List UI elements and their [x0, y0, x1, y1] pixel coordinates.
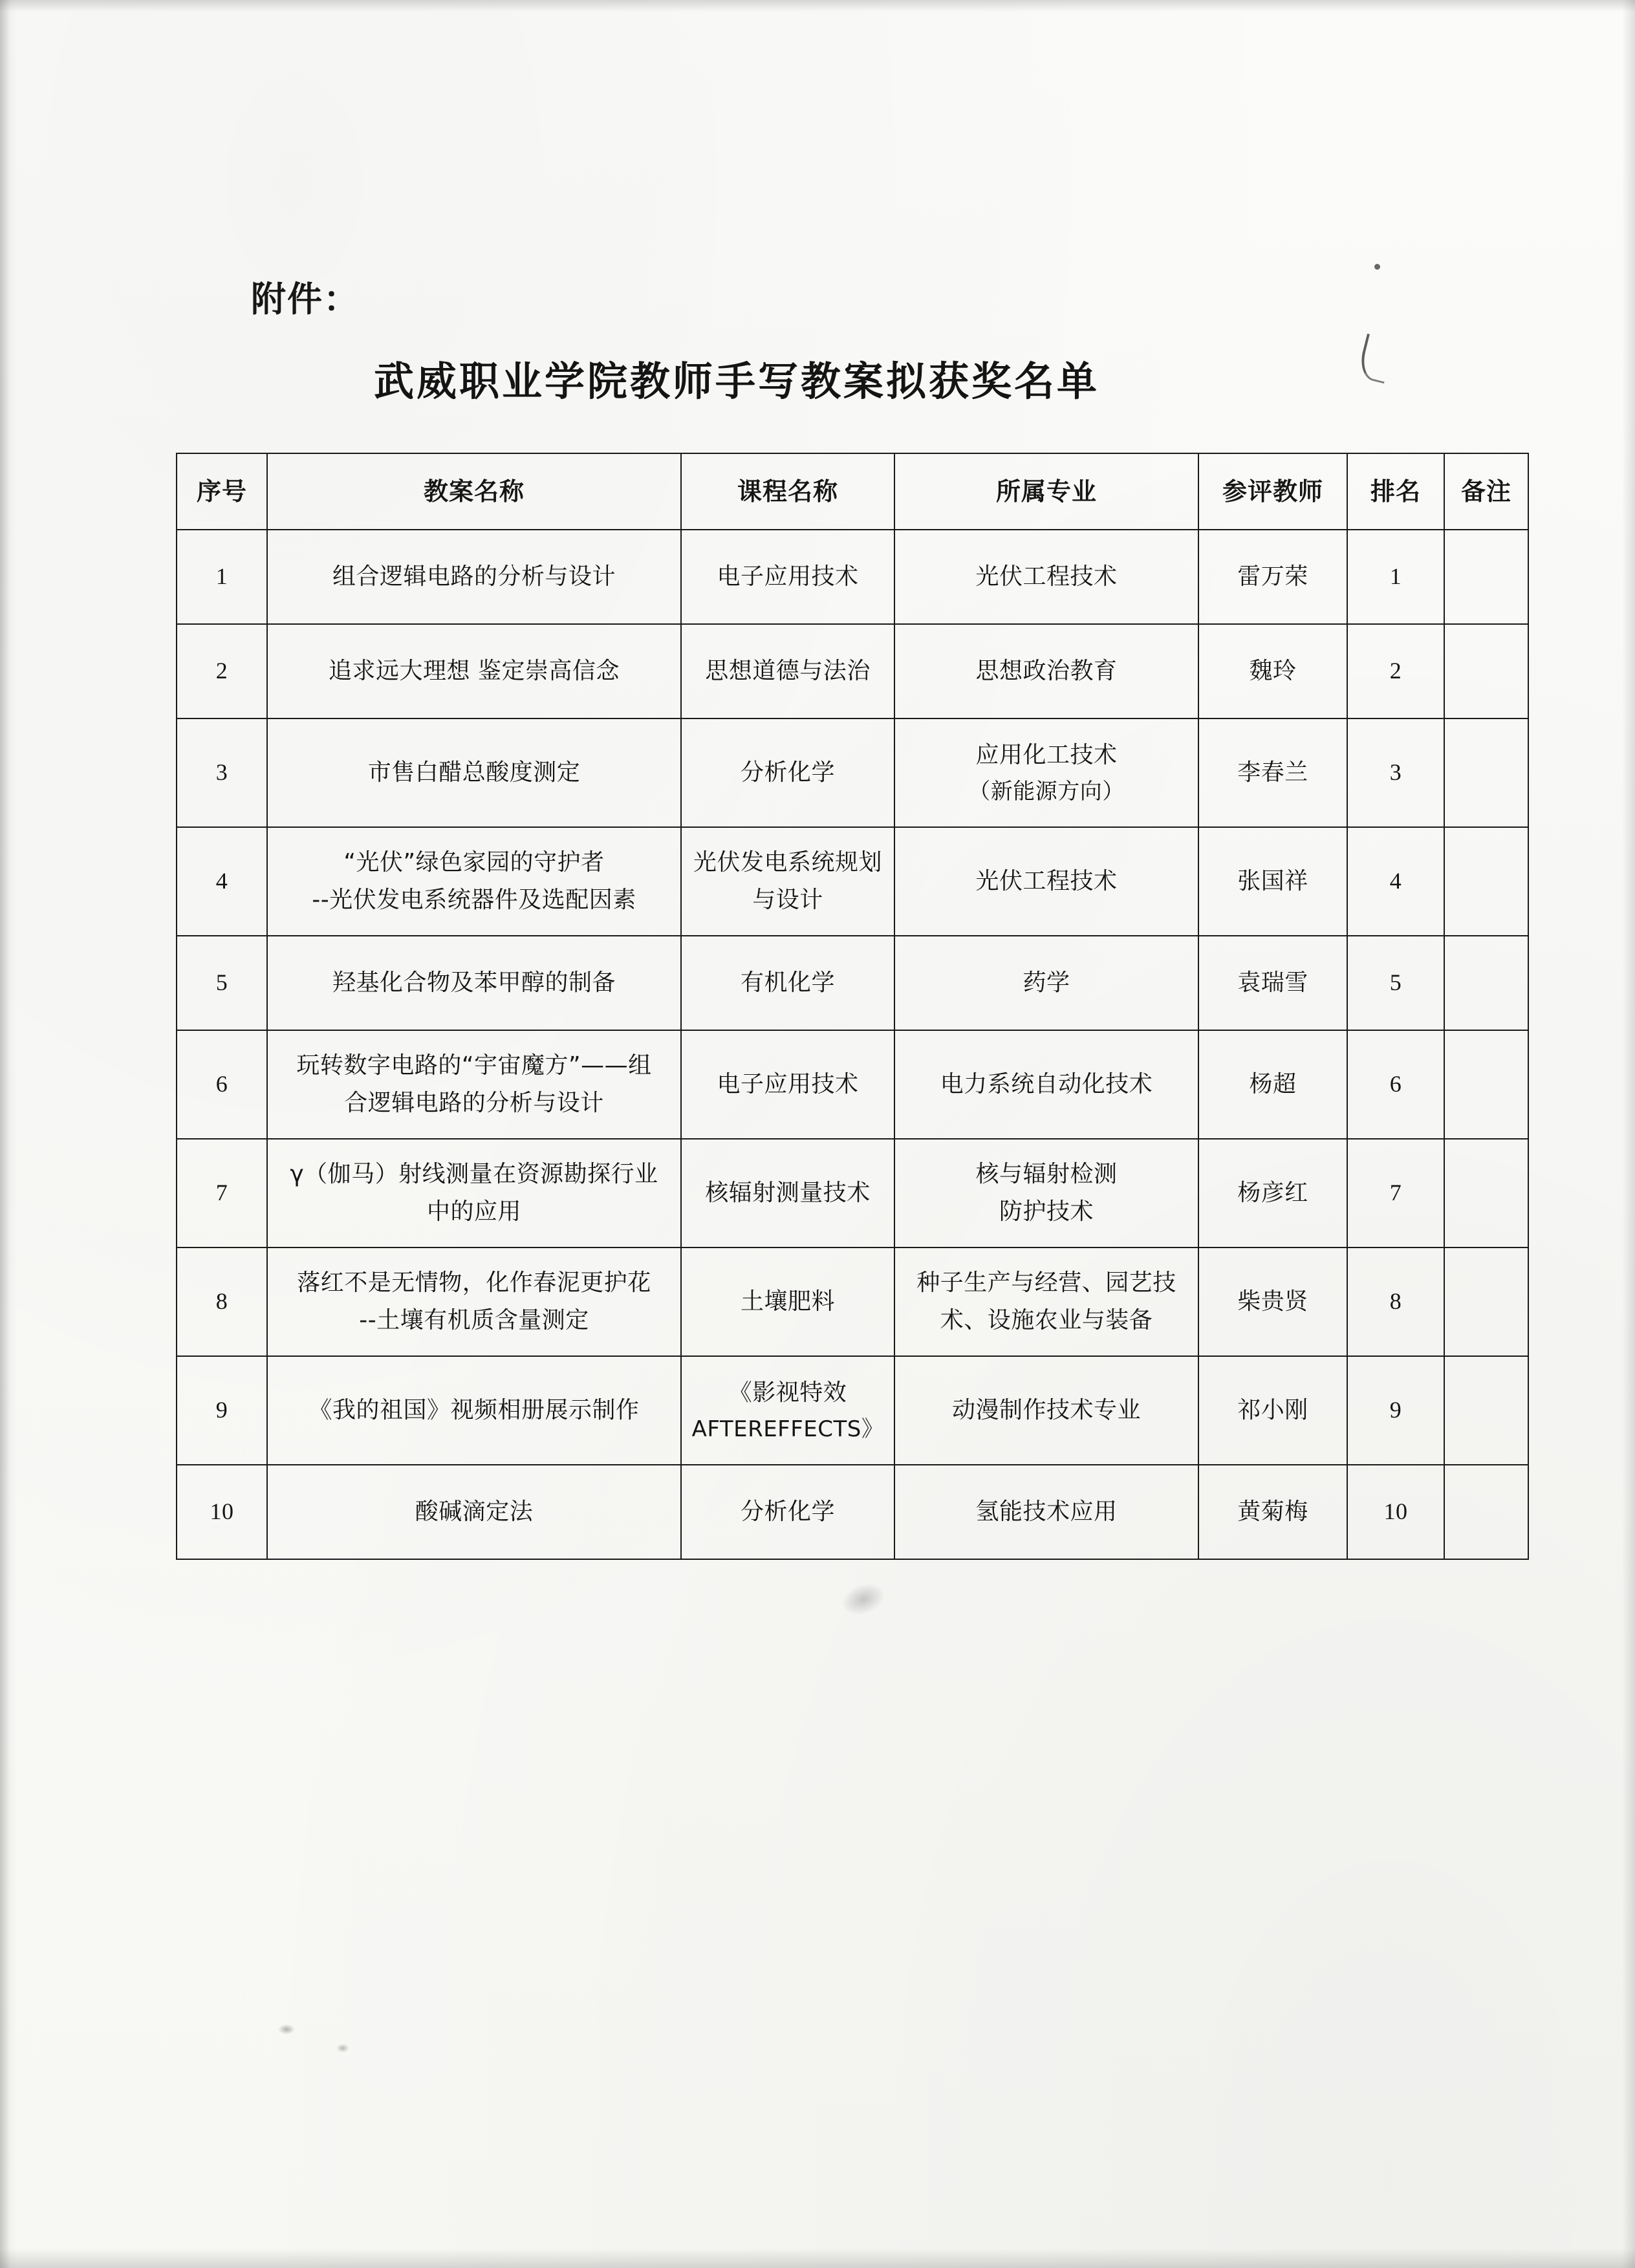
cell-rank: 4: [1347, 827, 1444, 936]
cell-index: 9: [177, 1356, 267, 1465]
cell-index: 6: [177, 1030, 267, 1139]
attachment-label: 附件：: [251, 279, 360, 319]
cell-major: 光伏工程技术: [894, 530, 1198, 624]
scan-edge-top: [0, 0, 1635, 12]
table-row: [177, 718, 1528, 827]
cell-note: [1444, 1139, 1528, 1247]
table-row: [177, 936, 1528, 1030]
cell-plan-name: 市售白醋总酸度测定: [267, 718, 681, 827]
column-header-rank: 排名: [1347, 453, 1444, 530]
cell-rank: 8: [1347, 1247, 1444, 1356]
cell-teacher: 魏玲: [1198, 624, 1347, 718]
scan-edge-left: [0, 0, 17, 2268]
cell-teacher: 柴贵贤: [1198, 1247, 1347, 1356]
cell-course: 土壤肥料: [681, 1247, 894, 1356]
cell-rank: 10: [1347, 1465, 1444, 1559]
table-row: [177, 624, 1528, 718]
column-header-note: 备注: [1444, 453, 1528, 530]
cell-note: [1444, 1030, 1528, 1139]
cell-note: [1444, 827, 1528, 936]
table-row: [177, 1139, 1528, 1247]
cell-major: 种子生产与经营、园艺技 术、设施农业与装备: [894, 1247, 1198, 1356]
cell-teacher: 祁小刚: [1198, 1356, 1347, 1465]
cell-teacher: 黄菊梅: [1198, 1465, 1347, 1559]
cell-course: 思想道德与法治: [681, 624, 894, 718]
cell-course: 《影视特效 AFTEREFFECTS》: [681, 1356, 894, 1465]
cell-course: 电子应用技术: [681, 1030, 894, 1139]
cell-rank: 2: [1347, 624, 1444, 718]
cell-rank: 1: [1347, 530, 1444, 624]
scan-smudge-icon: [336, 2044, 349, 2053]
cell-index: 1: [177, 530, 267, 624]
cell-major: 电力系统自动化技术: [894, 1030, 1198, 1139]
cell-major: 氢能技术应用: [894, 1465, 1198, 1559]
cell-major: 动漫制作技术专业: [894, 1356, 1198, 1465]
cell-plan-name: 组合逻辑电路的分析与设计: [267, 530, 681, 624]
column-header-index: 序号: [177, 453, 267, 530]
table-header-row: [177, 453, 1528, 530]
award-table: [176, 453, 1529, 1560]
table-row: [177, 827, 1528, 936]
scan-smudge-icon: [837, 1577, 890, 1621]
cell-rank: 7: [1347, 1139, 1444, 1247]
cell-plan-name: “光伏”绿色家园的守护者 --光伏发电系统器件及选配因素: [267, 827, 681, 936]
cell-rank: 5: [1347, 936, 1444, 1030]
cell-rank: 6: [1347, 1030, 1444, 1139]
page-title-text: 武威职业学院教师手写教案拟获奖名单: [373, 358, 1099, 405]
cell-teacher: 雷万荣: [1198, 530, 1347, 624]
cell-major: 核与辐射检测 防护技术: [894, 1139, 1198, 1247]
cell-index: 10: [177, 1465, 267, 1559]
cell-teacher: 袁瑞雪: [1198, 936, 1347, 1030]
scan-edge-right: [1622, 0, 1635, 2268]
cell-course: 分析化学: [681, 1465, 894, 1559]
table-row: [177, 1247, 1528, 1356]
cell-rank: 9: [1347, 1356, 1444, 1465]
pen-dot-icon: [1374, 264, 1380, 270]
cell-plan-name: 《我的祖国》视频相册展示制作: [267, 1356, 681, 1465]
award-table-container: [176, 453, 1528, 1560]
table-row: [177, 530, 1528, 624]
cell-note: [1444, 1465, 1528, 1559]
cell-course: 电子应用技术: [681, 530, 894, 624]
cell-plan-name: 落红不是无情物，化作春泥更护花 --土壤有机质含量测定: [267, 1247, 681, 1356]
cell-major: 药学: [894, 936, 1198, 1030]
table-row: [177, 1356, 1528, 1465]
cell-plan-name: 玩转数字电路的“宇宙魔方”——组 合逻辑电路的分析与设计: [267, 1030, 681, 1139]
cell-note: [1444, 1356, 1528, 1465]
cell-note: [1444, 936, 1528, 1030]
table-row: [177, 1465, 1528, 1559]
cell-index: 2: [177, 624, 267, 718]
cell-plan-name: 羟基化合物及苯甲醇的制备: [267, 936, 681, 1030]
cell-course: 光伏发电系统规划 与设计: [681, 827, 894, 936]
cell-course: 核辐射测量技术: [681, 1139, 894, 1247]
column-header-major: 所属专业: [894, 453, 1198, 530]
cell-index: 4: [177, 827, 267, 936]
scan-edge-bottom: [0, 2249, 1635, 2268]
cell-note: [1444, 530, 1528, 624]
cell-index: 5: [177, 936, 267, 1030]
cell-major: 光伏工程技术: [894, 827, 1198, 936]
cell-index: 8: [177, 1247, 267, 1356]
cell-course: 有机化学: [681, 936, 894, 1030]
cell-plan-name: γ（伽马）射线测量在资源勘探行业 中的应用: [267, 1139, 681, 1247]
cell-teacher: 李春兰: [1198, 718, 1347, 827]
cell-index: 7: [177, 1139, 267, 1247]
cell-note: [1444, 718, 1528, 827]
cell-index: 3: [177, 718, 267, 827]
scan-smudge-icon: [278, 2024, 295, 2035]
cell-major: 应用化工技术 （新能源方向）: [894, 718, 1198, 827]
cell-teacher: 张国祥: [1198, 827, 1347, 936]
cell-rank: 3: [1347, 718, 1444, 827]
cell-plan-name: 酸碱滴定法: [267, 1465, 681, 1559]
cell-course: 分析化学: [681, 718, 894, 827]
cell-teacher: 杨超: [1198, 1030, 1347, 1139]
column-header-teacher: 参评教师: [1198, 453, 1347, 530]
column-header-course: 课程名称: [681, 453, 894, 530]
cell-note: [1444, 624, 1528, 718]
table-row: [177, 1030, 1528, 1139]
cell-major: 思想政治教育: [894, 624, 1198, 718]
column-header-plan-name: 教案名称: [267, 453, 681, 530]
cell-note: [1444, 1247, 1528, 1356]
cell-teacher: 杨彦红: [1198, 1139, 1347, 1247]
cell-plan-name: 追求远大理想 鉴定崇高信念: [267, 624, 681, 718]
